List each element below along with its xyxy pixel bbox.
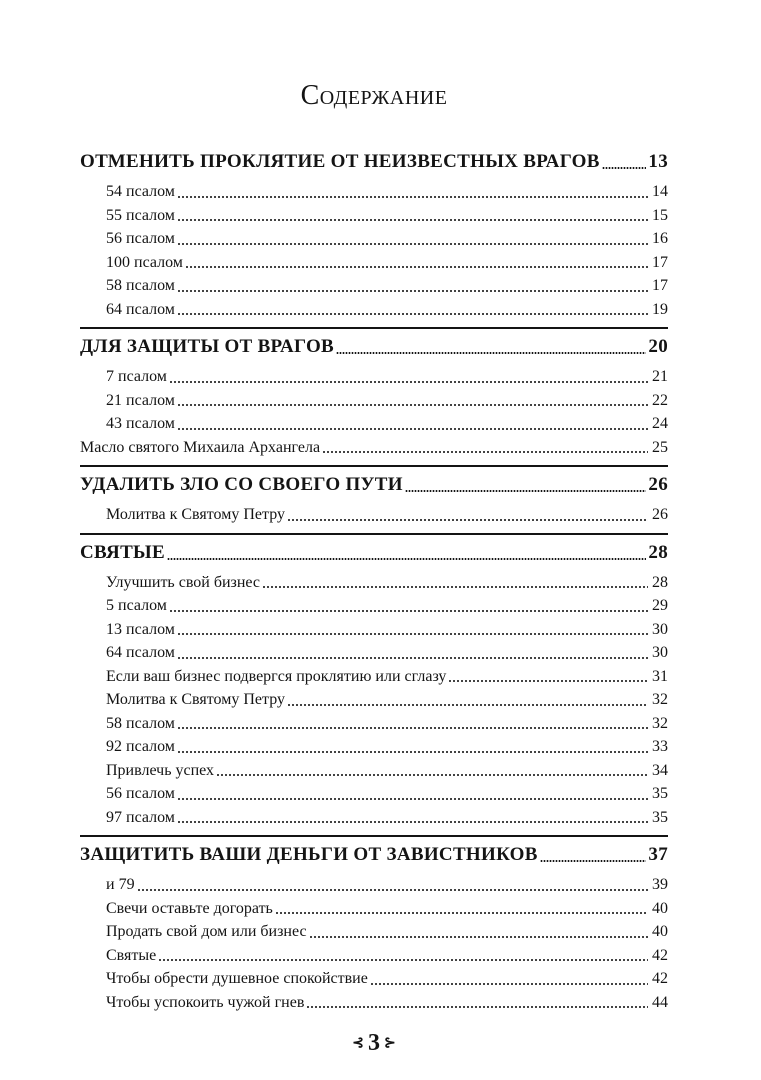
entry-page-number: 42 [652, 970, 668, 987]
entry-label: 56 псалом [106, 230, 175, 247]
entry-label: Молитва к Святому Петру [106, 506, 285, 523]
entry-label: 7 псалом [106, 368, 167, 385]
toc-entry[interactable] [80, 735, 668, 759]
section-label: СВЯТЫЕ [80, 541, 165, 563]
entry-page-number: 31 [652, 667, 668, 685]
dot-leader [177, 727, 648, 729]
entry-page-number: 19 [652, 300, 668, 318]
page-title: Содержание [300, 80, 448, 111]
entry-label: 92 псалом [106, 738, 175, 755]
entry-label: Чтобы обрести душевное спокойствие [106, 970, 368, 987]
toc-entry[interactable] [80, 920, 668, 944]
toc-entry[interactable] [80, 897, 668, 921]
section-page-number: 28 [648, 541, 668, 563]
entry-page-number: 32 [652, 714, 668, 732]
entry-page-number: 21 [652, 368, 668, 385]
entry-page-number: 28 [652, 573, 668, 591]
dot-leader [169, 381, 648, 383]
entry-label: 21 псалом [106, 391, 175, 409]
entry-page-number: 44 [652, 993, 668, 1011]
dot-leader [275, 912, 648, 914]
toc-entry[interactable] [80, 967, 668, 991]
entry-label: 58 псалом [106, 714, 175, 732]
dot-leader [602, 167, 647, 169]
section-page-number: 13 [648, 151, 668, 172]
section-label: ДЛЯ ЗАЩИТЫ ОТ ВРАГОВ [80, 336, 335, 357]
entry-page-number: 39 [652, 876, 668, 893]
dot-leader [177, 219, 648, 221]
dot-leader [177, 751, 648, 753]
toc-section-heading[interactable] [80, 144, 668, 180]
entry-label: 58 псалом [106, 277, 175, 294]
entry-page-number: 17 [652, 253, 668, 271]
entry-label: и 79 [106, 876, 135, 893]
toc-section-heading[interactable] [80, 835, 668, 873]
entry-label: 5 псалом [106, 597, 167, 614]
dot-leader [336, 352, 646, 354]
toc-entry[interactable] [80, 298, 668, 322]
dot-leader [169, 610, 648, 612]
entry-label: 64 псалом [106, 644, 175, 661]
dot-leader [177, 657, 648, 659]
entry-label: Свечи оставьте догорать [106, 899, 273, 917]
entry-page-number: 26 [652, 506, 668, 523]
entry-label: 54 псалом [106, 183, 175, 200]
toc-entry[interactable] [80, 712, 668, 736]
dot-leader [262, 586, 648, 588]
entry-label: 64 псалом [106, 300, 175, 318]
dot-leader [177, 313, 648, 315]
toc-entry[interactable] [80, 436, 668, 460]
page-footer [80, 1030, 668, 1057]
toc-entry[interactable] [80, 571, 668, 595]
toc-entry[interactable] [80, 227, 668, 251]
section-page-number: 20 [648, 336, 668, 357]
entry-label: Продать свой дом или бизнес [106, 923, 307, 940]
entry-page-number: 33 [652, 738, 668, 755]
section-label: УДАЛИТЬ ЗЛО СО СВОЕГО ПУТИ [80, 474, 403, 495]
dot-leader [322, 451, 648, 453]
entry-page-number: 16 [652, 230, 668, 247]
entry-page-number: 40 [652, 923, 668, 940]
dot-leader [216, 774, 648, 776]
toc-entry[interactable] [80, 389, 668, 413]
toc-entry[interactable] [80, 274, 668, 298]
entry-label: Святые [106, 946, 157, 964]
entry-label: Молитва к Святому Петру [106, 691, 285, 708]
entry-page-number: 42 [652, 946, 668, 964]
entry-label: 100 псалом [106, 253, 183, 271]
dot-leader [177, 243, 648, 245]
entry-label: 43 псалом [106, 415, 175, 432]
toc-entry[interactable] [80, 991, 668, 1015]
toc-entry[interactable] [80, 365, 668, 389]
toc-entry[interactable] [80, 251, 668, 275]
entry-page-number: 40 [652, 899, 668, 917]
toc-page [80, 0, 668, 1080]
entry-label: Масло святого Михаила Архангела [80, 438, 321, 456]
dot-leader [167, 558, 646, 560]
entry-label: 13 псалом [106, 620, 175, 638]
toc-section-heading[interactable] [80, 327, 668, 365]
entry-page-number: 15 [652, 206, 668, 224]
toc-section-heading[interactable] [80, 533, 668, 571]
toc-entry[interactable] [80, 180, 668, 204]
toc-entry[interactable] [80, 618, 668, 642]
dot-leader [405, 490, 647, 492]
entry-page-number: 35 [652, 785, 668, 802]
dot-leader [177, 428, 648, 430]
toc-section-heading[interactable] [80, 465, 668, 503]
entry-page-number: 32 [652, 691, 668, 708]
toc-entry[interactable] [80, 412, 668, 436]
ornament-right-icon: ⊱ [384, 1036, 396, 1051]
section-label: ЗАЩИТИТЬ ВАШИ ДЕНЬГИ ОТ ЗАВИСТНИКОВ [80, 844, 538, 865]
page-number: 3 [368, 1030, 380, 1056]
dot-leader [370, 983, 648, 985]
dot-leader [540, 860, 647, 862]
toc-entry[interactable] [80, 665, 668, 689]
toc-entry[interactable] [80, 873, 668, 897]
entry-label: 56 псалом [106, 785, 175, 802]
toc-entry[interactable] [80, 944, 668, 968]
table-of-contents [80, 144, 668, 1014]
entry-page-number: 25 [652, 438, 668, 456]
entry-label: Привлечь успех [106, 761, 215, 779]
dot-leader [287, 519, 648, 521]
entry-page-number: 17 [652, 277, 668, 294]
toc-entry[interactable] [80, 806, 668, 830]
section-page-number: 37 [648, 844, 668, 865]
entry-label: 55 псалом [106, 206, 175, 224]
section-page-number: 26 [648, 474, 668, 495]
entry-page-number: 30 [652, 620, 668, 638]
dot-leader [177, 404, 648, 406]
dot-leader [177, 196, 648, 198]
dot-leader [177, 290, 648, 292]
entry-page-number: 30 [652, 644, 668, 661]
dot-leader [309, 936, 648, 938]
toc-entry[interactable] [80, 594, 668, 618]
dot-leader [158, 959, 648, 961]
toc-entry[interactable] [80, 759, 668, 783]
dot-leader [137, 889, 648, 891]
entry-page-number: 35 [652, 808, 668, 826]
dot-leader [177, 798, 648, 800]
entry-label: Чтобы успокоить чужой гнев [106, 993, 305, 1011]
dot-leader [287, 704, 648, 706]
toc-entry[interactable] [80, 688, 668, 712]
entry-page-number: 22 [652, 391, 668, 409]
toc-entry[interactable] [80, 204, 668, 228]
entry-label: Улучшить свой бизнес [106, 573, 261, 591]
entry-label: 97 псалом [106, 808, 175, 826]
dot-leader [177, 633, 648, 635]
dot-leader [448, 680, 648, 682]
toc-entry[interactable] [80, 503, 668, 527]
entry-label: Если ваш бизнес подвергся проклятию или сглазу [106, 667, 447, 685]
toc-entry[interactable] [80, 782, 668, 806]
section-label: ОТМЕНИТЬ ПРОКЛЯТИЕ ОТ НЕИЗВЕСТНЫХ ВРАГОВ [80, 151, 600, 172]
entry-page-number: 14 [652, 183, 668, 200]
entry-page-number: 34 [652, 761, 668, 779]
toc-entry[interactable] [80, 641, 668, 665]
dot-leader [306, 1006, 648, 1008]
dot-leader [177, 821, 648, 823]
entry-page-number: 24 [652, 415, 668, 432]
dot-leader [185, 266, 648, 268]
entry-page-number: 29 [652, 597, 668, 614]
ornament-left-icon: ⊰ [352, 1036, 364, 1051]
